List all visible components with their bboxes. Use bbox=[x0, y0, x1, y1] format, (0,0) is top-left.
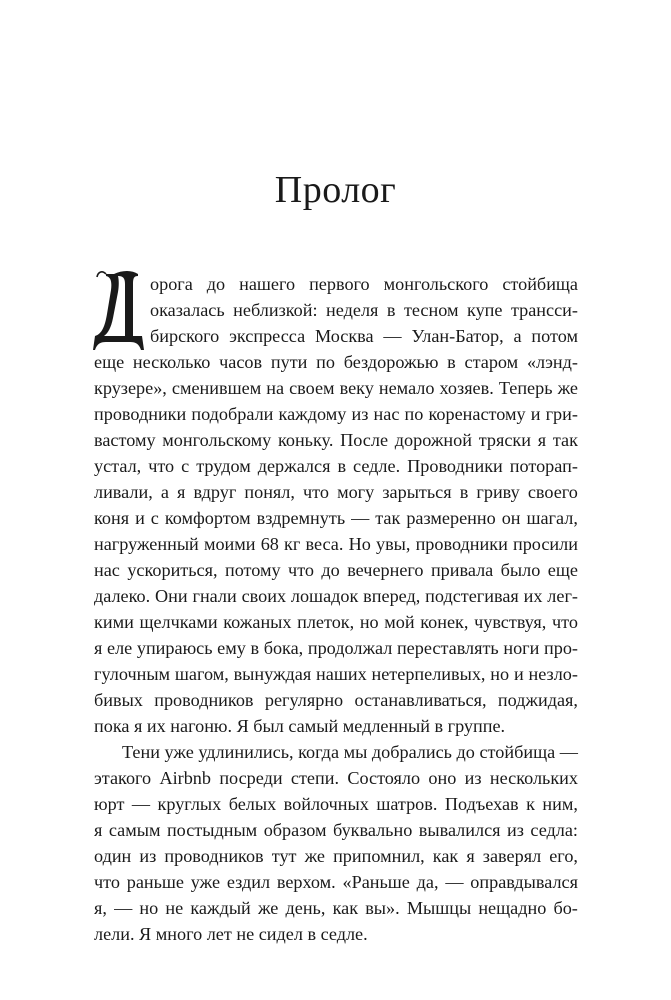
word: гриву bbox=[476, 482, 520, 502]
word: же bbox=[257, 898, 279, 918]
word: по bbox=[316, 352, 335, 372]
word: вывалился bbox=[418, 820, 501, 840]
word: сменившем bbox=[171, 378, 262, 398]
word: удлинились, bbox=[198, 742, 294, 762]
word: первого bbox=[309, 274, 370, 294]
word: верхом. bbox=[276, 872, 336, 892]
chapter-title: Пролог bbox=[274, 169, 397, 211]
word: белых bbox=[228, 794, 277, 814]
word: ускориться, bbox=[127, 560, 218, 580]
word: шагом, bbox=[174, 664, 229, 684]
word: «лэнд- bbox=[526, 352, 578, 372]
word: крузере», bbox=[94, 378, 167, 398]
word: ноги bbox=[503, 638, 540, 658]
word: лег- bbox=[547, 586, 578, 606]
text-line bbox=[94, 376, 578, 401]
word: переставлять bbox=[396, 638, 499, 658]
word: раньше bbox=[126, 872, 185, 892]
word: зарыться bbox=[382, 482, 452, 502]
word: своего bbox=[527, 482, 578, 502]
word: вечернего bbox=[347, 560, 424, 580]
word: так bbox=[375, 508, 401, 528]
word: конек, bbox=[420, 612, 469, 632]
word: по bbox=[404, 404, 424, 424]
word: из bbox=[139, 846, 157, 866]
word: из bbox=[464, 768, 482, 788]
word: «Раньше bbox=[342, 872, 410, 892]
word: стойбища bbox=[502, 274, 578, 294]
word: шатров. bbox=[376, 794, 438, 814]
word: своих bbox=[241, 586, 287, 606]
word: еле bbox=[107, 638, 133, 658]
word: я bbox=[537, 430, 547, 450]
word: пути bbox=[270, 352, 308, 372]
word: Состояло bbox=[347, 768, 421, 788]
word: просили bbox=[512, 534, 578, 554]
text-line: лели. Я много лет не сидел в седле. bbox=[94, 924, 368, 944]
word: же bbox=[304, 846, 325, 866]
word: нас bbox=[94, 560, 120, 580]
text-line bbox=[150, 298, 578, 323]
word: посреди bbox=[219, 768, 283, 788]
text-line bbox=[94, 870, 578, 895]
word: в bbox=[250, 638, 260, 658]
word: уже bbox=[190, 872, 221, 892]
word: образом bbox=[263, 820, 327, 840]
word: Проводники bbox=[407, 456, 503, 476]
word: купе bbox=[466, 300, 503, 320]
word: тут bbox=[271, 846, 297, 866]
word: круглых bbox=[157, 794, 222, 814]
word: тесном bbox=[403, 300, 459, 320]
word: трансси- bbox=[510, 300, 578, 320]
word: монгольского bbox=[383, 274, 489, 294]
word: оправдывался bbox=[470, 872, 578, 892]
word: коренастому bbox=[428, 404, 526, 424]
word: седла: bbox=[530, 820, 578, 840]
word: вастому bbox=[94, 430, 156, 450]
word: подобрали bbox=[191, 404, 274, 424]
word: орога bbox=[150, 274, 193, 294]
word: в bbox=[386, 300, 396, 320]
word: но bbox=[490, 664, 510, 684]
word: трудом bbox=[196, 456, 251, 476]
word: — bbox=[114, 898, 133, 918]
word: бивых bbox=[94, 690, 143, 710]
word: еще bbox=[94, 352, 125, 372]
word: оно bbox=[428, 768, 457, 788]
word: про- bbox=[544, 638, 578, 658]
word: вздремнуть bbox=[256, 508, 346, 528]
text-line bbox=[94, 688, 578, 713]
word: своем bbox=[289, 378, 335, 398]
word: — bbox=[559, 742, 578, 762]
word: кими bbox=[94, 612, 134, 632]
word: но bbox=[139, 898, 159, 918]
word: его, bbox=[549, 846, 578, 866]
word: проводники bbox=[94, 404, 187, 424]
word: стойбища bbox=[479, 742, 556, 762]
word: в bbox=[337, 456, 347, 476]
word: было bbox=[500, 560, 541, 580]
word: часов bbox=[219, 352, 263, 372]
text-line bbox=[94, 792, 578, 817]
word: продолжал bbox=[307, 638, 393, 658]
word: вынуждая bbox=[233, 664, 312, 684]
word: да, bbox=[416, 872, 439, 892]
word: шагал, bbox=[526, 508, 578, 528]
word: веку bbox=[339, 378, 374, 398]
word: еще bbox=[547, 560, 578, 580]
word: увы, bbox=[375, 534, 411, 554]
word: нескольких bbox=[489, 768, 578, 788]
word: монгольскому bbox=[162, 430, 272, 450]
word: экспресса bbox=[229, 326, 306, 346]
word: старом bbox=[464, 352, 519, 372]
word: коньку. bbox=[277, 430, 334, 450]
word: поджидая, bbox=[497, 690, 578, 710]
word: что bbox=[551, 612, 578, 632]
text-line bbox=[150, 272, 578, 297]
word: далеко. bbox=[94, 586, 151, 606]
word: проводников bbox=[154, 690, 254, 710]
word: до bbox=[321, 560, 340, 580]
word: дорожной bbox=[394, 430, 472, 450]
word: плеток, bbox=[297, 612, 355, 632]
word: Подъехав bbox=[444, 794, 519, 814]
word: вдруг bbox=[193, 482, 237, 502]
word: неделя bbox=[326, 300, 379, 320]
word: несколько bbox=[132, 352, 211, 372]
word: ливали, bbox=[94, 482, 153, 502]
word: что bbox=[148, 456, 175, 476]
word: припомнил, bbox=[333, 846, 425, 866]
word: вперед, bbox=[363, 586, 421, 606]
word: наших bbox=[316, 664, 367, 684]
word: я bbox=[94, 820, 103, 840]
text-line bbox=[94, 506, 578, 531]
word: — bbox=[445, 872, 464, 892]
word: щелчками bbox=[139, 612, 218, 632]
text-line bbox=[94, 818, 578, 843]
word: а bbox=[513, 326, 522, 346]
word: войлочных bbox=[283, 794, 369, 814]
word: с bbox=[181, 456, 190, 476]
word: потому bbox=[224, 560, 281, 580]
word: бо- bbox=[553, 898, 578, 918]
word: этакого bbox=[94, 768, 152, 788]
word: регулярно bbox=[264, 690, 344, 710]
word: ездил bbox=[226, 872, 271, 892]
word: и bbox=[513, 664, 524, 684]
word: что bbox=[303, 482, 329, 502]
text-line bbox=[94, 532, 578, 557]
word: день, bbox=[285, 898, 326, 918]
word: После bbox=[340, 430, 389, 450]
word: устал, bbox=[94, 456, 142, 476]
text-line bbox=[94, 636, 578, 661]
word: 68 bbox=[260, 534, 279, 554]
word: вы». bbox=[365, 898, 400, 918]
word: гнали bbox=[192, 586, 237, 606]
word: седле. bbox=[353, 456, 401, 476]
word: на bbox=[266, 378, 285, 398]
word: каждый bbox=[190, 898, 251, 918]
word: нагруженный bbox=[94, 534, 199, 554]
word: но bbox=[359, 612, 379, 632]
word: до bbox=[456, 742, 475, 762]
word: я bbox=[466, 846, 475, 866]
word: один bbox=[94, 846, 132, 866]
word: коня bbox=[94, 508, 130, 528]
word: и bbox=[530, 404, 541, 424]
drop-cap-letter bbox=[92, 268, 148, 352]
word: он bbox=[501, 508, 521, 528]
word: когда bbox=[298, 742, 340, 762]
word: Airbnb bbox=[159, 768, 211, 788]
word: мы bbox=[343, 742, 368, 762]
word: самым bbox=[108, 820, 161, 840]
word: Теперь bbox=[498, 378, 553, 398]
word: а bbox=[160, 482, 169, 502]
word: веса. bbox=[305, 534, 344, 554]
word: так bbox=[552, 430, 578, 450]
drop-cap-de-glyph bbox=[92, 268, 148, 352]
word: чувствуя, bbox=[474, 612, 547, 632]
word: мой bbox=[384, 612, 415, 632]
word: Мышцы bbox=[406, 898, 472, 918]
word: что bbox=[94, 872, 120, 892]
word: гулочным bbox=[94, 664, 171, 684]
word: проводники bbox=[415, 534, 508, 554]
word: я, bbox=[94, 898, 107, 918]
word: ним, bbox=[542, 794, 578, 814]
word: уже bbox=[164, 742, 194, 762]
word: нашего bbox=[239, 274, 296, 294]
word: я bbox=[177, 482, 186, 502]
word: понял, bbox=[244, 482, 295, 502]
word: юрт bbox=[94, 794, 125, 814]
text-line bbox=[150, 324, 578, 349]
text-line bbox=[94, 896, 578, 921]
text-line bbox=[94, 402, 578, 427]
word: привала bbox=[430, 560, 494, 580]
word: бирского bbox=[150, 326, 220, 346]
text-line bbox=[94, 428, 578, 453]
word: в bbox=[459, 482, 469, 502]
word: потом bbox=[531, 326, 578, 346]
word: к bbox=[526, 794, 535, 814]
word: из bbox=[507, 820, 524, 840]
word: комфортом bbox=[164, 508, 251, 528]
word: же bbox=[557, 378, 578, 398]
text-line bbox=[94, 766, 578, 791]
word: как bbox=[332, 898, 359, 918]
word: каждому bbox=[278, 404, 347, 424]
word: могу bbox=[337, 482, 375, 502]
text-line bbox=[94, 584, 578, 609]
word: поторап- bbox=[509, 456, 578, 476]
text-line bbox=[94, 558, 578, 583]
text-line bbox=[122, 740, 578, 765]
word: держался bbox=[257, 456, 331, 476]
word: не bbox=[165, 898, 184, 918]
word: я bbox=[94, 638, 103, 658]
word: бездорожью bbox=[343, 352, 439, 372]
word: Тени bbox=[122, 742, 160, 762]
word: подстегивая bbox=[425, 586, 519, 606]
text-line bbox=[94, 480, 578, 505]
word: проводников bbox=[164, 846, 264, 866]
word: до bbox=[206, 274, 226, 294]
word: кг bbox=[284, 534, 301, 554]
word: в bbox=[447, 352, 456, 372]
text-line bbox=[94, 662, 578, 687]
word: ему bbox=[217, 638, 246, 658]
word: кожаных bbox=[223, 612, 292, 632]
word: тряски bbox=[478, 430, 531, 450]
text-line bbox=[94, 844, 578, 869]
word: нетерпеливых, bbox=[371, 664, 486, 684]
word: бока, bbox=[263, 638, 304, 658]
word: хозяев. bbox=[439, 378, 494, 398]
word: лошадок bbox=[290, 586, 359, 606]
word: и bbox=[135, 508, 145, 528]
word: размеренно bbox=[406, 508, 496, 528]
word: неблизкой: bbox=[233, 300, 318, 320]
word: нас bbox=[373, 404, 400, 424]
word: Москва bbox=[314, 326, 374, 346]
word: степи. bbox=[290, 768, 340, 788]
text-line bbox=[94, 454, 578, 479]
word: Но bbox=[348, 534, 371, 554]
word: добрались bbox=[371, 742, 452, 762]
word: заверял bbox=[482, 846, 542, 866]
word: — bbox=[383, 326, 402, 346]
text-line: пока я их нагоню. Я был самый медленный в группе. bbox=[94, 716, 506, 736]
word: останавливаться, bbox=[354, 690, 487, 710]
word: немало bbox=[378, 378, 435, 398]
word: Улан-Батор, bbox=[411, 326, 504, 346]
word: Они bbox=[155, 586, 188, 606]
word: моими bbox=[203, 534, 256, 554]
word: что bbox=[288, 560, 314, 580]
word: нещадно bbox=[478, 898, 547, 918]
word: оказалась bbox=[150, 300, 225, 320]
text-line bbox=[94, 350, 578, 375]
text-line bbox=[94, 610, 578, 635]
word: — bbox=[131, 794, 151, 814]
word: упираюсь bbox=[136, 638, 213, 658]
word: с bbox=[150, 508, 159, 528]
word: из bbox=[351, 404, 369, 424]
word: их bbox=[523, 586, 543, 606]
word: гри- bbox=[545, 404, 578, 424]
word: буквально bbox=[333, 820, 413, 840]
word: постыдным bbox=[166, 820, 258, 840]
word: как bbox=[432, 846, 459, 866]
word: — bbox=[351, 508, 370, 528]
word: незло- bbox=[528, 664, 578, 684]
